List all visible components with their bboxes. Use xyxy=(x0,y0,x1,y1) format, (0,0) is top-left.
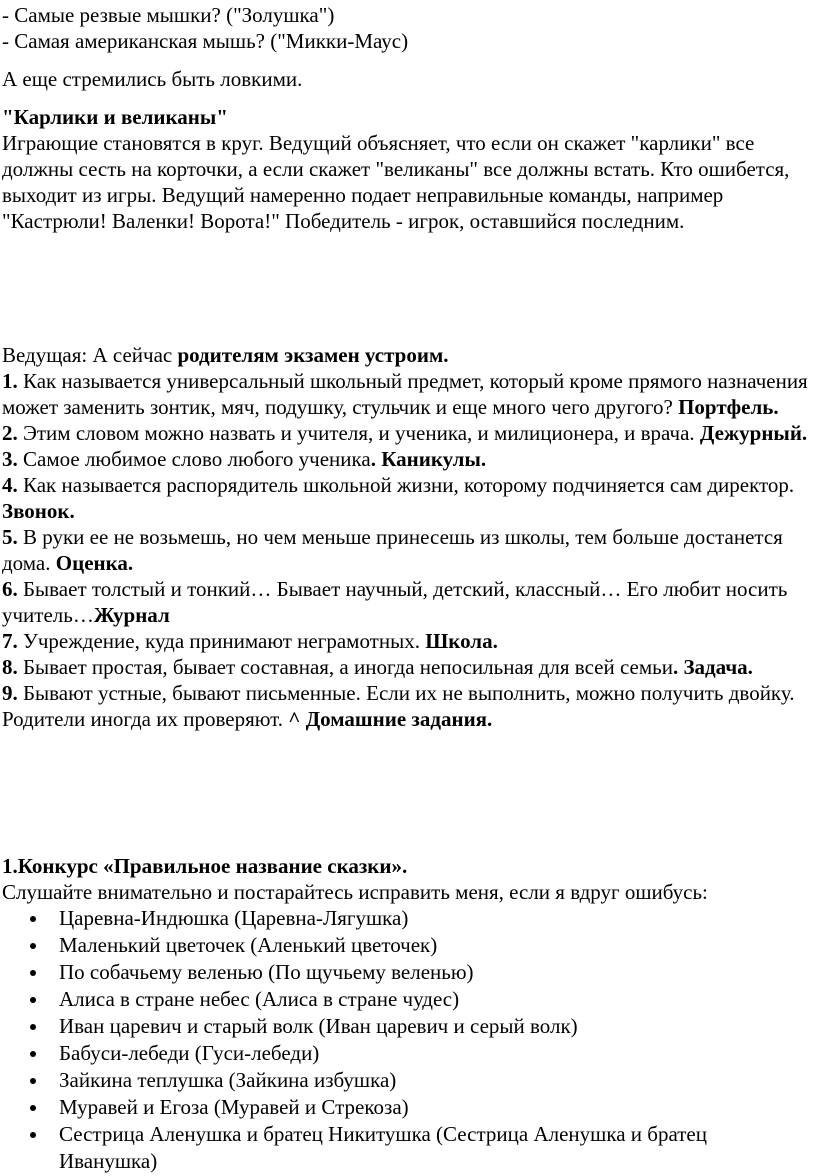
game-title: "Карлики и великаны" xyxy=(2,105,228,129)
riddle-line-2: - Самая американская мышь? ("Микки-Маус) xyxy=(2,29,409,53)
list-item: Царевна-Индюшка (Царевна-Лягушка) xyxy=(0,905,810,932)
bullet-icon xyxy=(30,1051,36,1057)
bullet-icon xyxy=(30,1105,36,1111)
list-item: Сестрица Аленушка и братец Никитушка (Сестрица Аленушка и братец Иванушка) xyxy=(0,1121,810,1175)
exam-question: 7. Учреждение, куда принимают неграмотных. Школа. xyxy=(2,629,498,653)
agility-line: А еще стремились быть ловкими. xyxy=(2,67,303,91)
bullet-icon xyxy=(30,997,36,1003)
list-item: Маленький цветочек (Аленький цветочек) xyxy=(0,932,810,959)
list-item: Алиса в стране небес (Алиса в стране чудес) xyxy=(0,986,810,1013)
exam-question: 6. Бывает толстый и тонкий… Бывает научный, детский, классный… Его любит носить учитель…Журнал xyxy=(2,577,788,627)
bullet-icon xyxy=(30,916,36,922)
exam-intro: Ведущая: А сейчас родителям экзамен устроим. xyxy=(2,343,449,367)
exam-question: 4. Как называется распорядитель школьной жизни, которому подчиняется сам директор. Звонок. xyxy=(2,473,795,523)
list-item: По собачьему веленью (По щучьему веленью) xyxy=(0,959,810,986)
exam-question: 9. Бывают устные, бывают письменные. Если их не выполнить, можно получить двойку. Родители иногда их проверяют. ^ Домашние задания. xyxy=(2,681,795,731)
exam-question: 2. Этим словом можно назвать и учителя, и ученика, и милиционера, и врача. Дежурный. xyxy=(2,421,808,445)
list-item: Бабуси-лебеди (Гуси-лебеди) xyxy=(0,1040,810,1067)
list-item: Муравей и Егоза (Муравей и Стрекоза) xyxy=(0,1094,810,1121)
game-section xyxy=(2,104,810,234)
riddle-line-1: - Самые резвые мышки? ("Золушка") xyxy=(2,3,335,27)
contest-instruction: Слушайте внимательно и постарайтесь исправить меня, если я вдруг ошибусь: xyxy=(2,880,708,904)
list-item: Иван царевич и старый волк (Иван царевич и серый волк) xyxy=(0,1013,810,1040)
exam-question: 8. Бывает простая, бывает составная, а иногда непосильная для всей семьи. Задача. xyxy=(2,655,753,679)
bullet-icon xyxy=(30,970,36,976)
contest-section xyxy=(2,853,810,905)
exam-question: 1. Как называется универсальный школьный предмет, который кроме прямого назначения может заменить зонтик, мяч, подушку, стульчик и еще много чего другого? Портфель. xyxy=(2,369,808,419)
exam-question: 3. Самое любимое слово любого ученика. Каникулы. xyxy=(2,447,487,471)
exam-question: 5. В руки ее не возьмешь, но чем меньше принесешь из школы, тем больше достанется дома. Оценка. xyxy=(2,525,783,575)
bullet-icon xyxy=(30,1078,36,1084)
game-text: Играющие становятся в круг. Ведущий объясняет, что если он скажет "карлики" все должны сесть на корточки, а если скажет "великаны" все должны встать. Кто ошибется, выходит из игры. Ведущий намеренно подает неправильные команды, например "Кастрюли! Валенки! Ворота!" Победитель - игрок, оставшийся последним. xyxy=(2,131,790,233)
list-item: Зайкина теплушка (Зайкина избушка) xyxy=(0,1067,810,1094)
bullet-icon xyxy=(30,1024,36,1030)
bullet-icon xyxy=(30,1132,36,1138)
tale-list xyxy=(0,905,810,1175)
exam-section xyxy=(2,342,810,732)
contest-title: 1.Конкурс «Правильное название сказки». xyxy=(2,854,408,878)
bullet-icon xyxy=(30,943,36,949)
